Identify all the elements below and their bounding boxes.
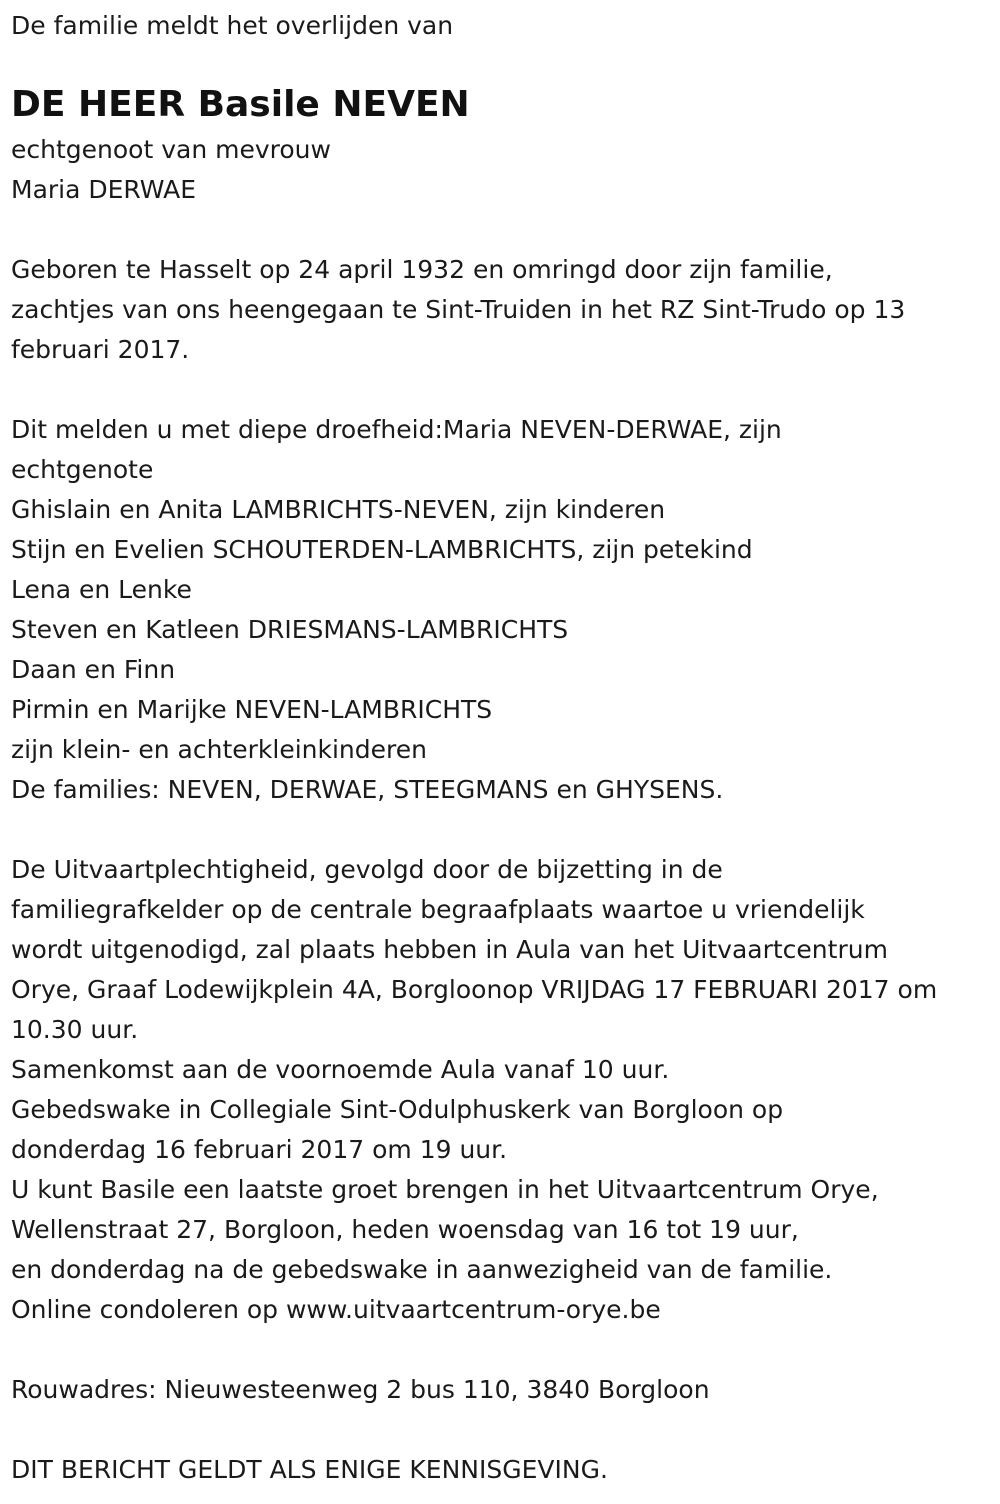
spouse-line: Maria DERWAE bbox=[11, 175, 197, 204]
family-line: Lena en Lenke bbox=[11, 575, 192, 604]
closing-notice: DIT BERICHT GELDT ALS ENIGE KENNISGEVING. bbox=[11, 1455, 608, 1484]
ceremony-line: 10.30 uur. bbox=[11, 1015, 139, 1044]
ceremony-line: Wellenstraat 27, Borgloon, heden woensdag van 16 tot 19 uur, bbox=[11, 1215, 799, 1244]
ceremony-line: U kunt Basile een laatste groet brengen in het Uitvaartcentrum Orye, bbox=[11, 1175, 879, 1204]
family-line: Stijn en Evelien SCHOUTERDEN-LAMBRICHTS, zijn petekind bbox=[11, 535, 753, 564]
family-line: zijn klein- en achterkleinkinderen bbox=[11, 735, 427, 764]
family-line: Pirmin en Marijke NEVEN-LAMBRICHTS bbox=[11, 695, 493, 724]
birth-line: zachtjes van ons heengegaan te Sint-Truiden in het RZ Sint-Trudo op 13 bbox=[11, 295, 906, 324]
family-line: De families: NEVEN, DERWAE, STEEGMANS en GHYSENS. bbox=[11, 775, 724, 804]
family-line: Steven en Katleen DRIESMANS-LAMBRICHTS bbox=[11, 615, 569, 644]
family-block bbox=[11, 410, 986, 810]
condolence-website-line: Online condoleren op www.uitvaartcentrum-orye.be bbox=[11, 1295, 661, 1324]
family-line: echtgenote bbox=[11, 455, 154, 484]
birth-death-block bbox=[11, 250, 986, 370]
deceased-name: DE HEER Basile NEVEN bbox=[11, 84, 470, 125]
mourning-address: Rouwadres: Nieuwesteenweg 2 bus 110, 3840 Borgloon bbox=[11, 1375, 710, 1404]
ceremony-line: Gebedswake in Collegiale Sint-Odulphuskerk van Borgloon op bbox=[11, 1095, 784, 1124]
ceremony-line: en donderdag na de gebedswake in aanwezigheid van de familie. bbox=[11, 1255, 833, 1284]
birth-line: februari 2017. bbox=[11, 335, 190, 364]
ceremony-line: De Uitvaartplechtigheid, gevolgd door de bijzetting in de bbox=[11, 855, 723, 884]
death-notice bbox=[11, 0, 986, 1490]
family-line: Ghislain en Anita LAMBRICHTS-NEVEN, zijn kinderen bbox=[11, 495, 666, 524]
ceremony-line: familiegrafkelder op de centrale begraafplaats waartoe u vriendelijk bbox=[11, 895, 865, 924]
spouse-block bbox=[11, 130, 986, 210]
family-line: Daan en Finn bbox=[11, 655, 176, 684]
ceremony-line: donderdag 16 februari 2017 om 19 uur. bbox=[11, 1135, 508, 1164]
spouse-line: echtgenoot van mevrouw bbox=[11, 135, 331, 164]
intro-text: De familie meldt het overlijden van bbox=[11, 11, 454, 40]
birth-line: Geboren te Hasselt op 24 april 1932 en omringd door zijn familie, bbox=[11, 255, 833, 284]
ceremony-block bbox=[11, 850, 986, 1330]
ceremony-line: Orye, Graaf Lodewijkplein 4A, Borgloonop VRIJDAG 17 FEBRUARI 2017 om bbox=[11, 975, 938, 1004]
ceremony-line: Samenkomst aan de voornoemde Aula vanaf 10 uur. bbox=[11, 1055, 670, 1084]
family-line: Dit melden u met diepe droefheid:Maria NEVEN-DERWAE, zijn bbox=[11, 415, 782, 444]
ceremony-line: wordt uitgenodigd, zal plaats hebben in Aula van het Uitvaartcentrum bbox=[11, 935, 888, 964]
